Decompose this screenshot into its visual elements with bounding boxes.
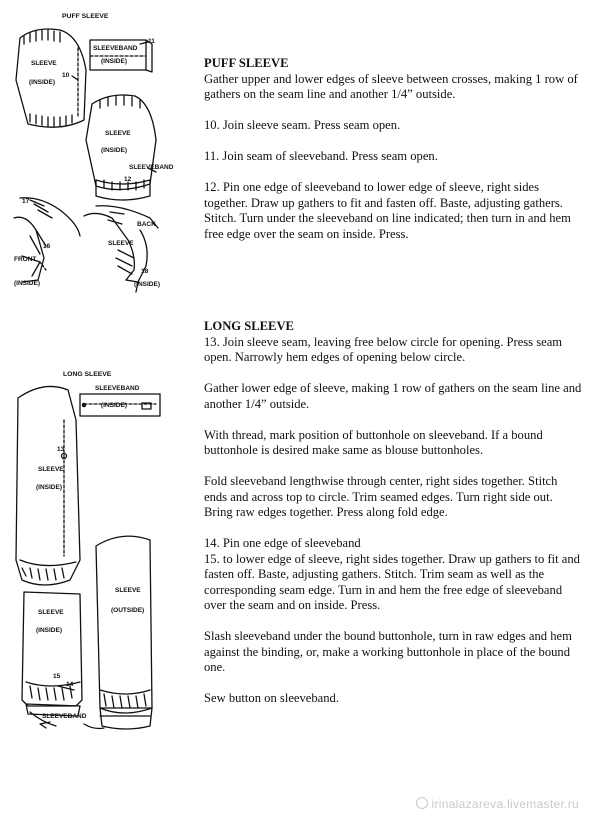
instruction-paragraph: 11. Join seam of sleeveband. Press seam open.	[204, 149, 438, 163]
diagram-label: 15	[53, 673, 61, 680]
puff-sleeve-diagram-4	[84, 206, 158, 292]
diagram-label: 13	[57, 446, 65, 453]
diagram-label: (INSIDE)	[29, 79, 55, 86]
diagram-label: 18	[141, 268, 149, 275]
instruction-paragraph: 10. Join sleeve seam. Press seam open.	[204, 118, 401, 132]
diagram-label: SLEEVE	[31, 60, 57, 67]
diagram-label: (INSIDE)	[14, 280, 40, 287]
instruction-paragraph: Slash sleeveband under the bound buttonhole, turn in raw edges and hem against the binding, or, make a working buttonhole in place of the bound one.	[204, 629, 572, 674]
diagram-label: SLEEVEBAND	[93, 45, 138, 52]
diagram-label: (INSIDE)	[101, 402, 127, 409]
diagram-label: FRONT	[14, 256, 37, 263]
long-sleeve-instructions	[204, 319, 582, 707]
diagram-label: (INSIDE)	[101, 58, 127, 65]
diagram-label: 17	[22, 198, 30, 205]
instruction-paragraph: Fold sleeveband lengthwise through center, right sides together. Stitch ends and across top to circle. Trim seamed edges. Turn right side out. Bring raw edges together. Press along fold edge.	[204, 474, 558, 519]
diagram-label: SLEEVE	[108, 240, 134, 247]
diagram-label: SLEEVEBAND	[42, 713, 87, 720]
instruction-paragraph: Gather lower edge of sleeve, making 1 row of gathers on the seam line and another 1/4” outside.	[204, 381, 582, 411]
diagram-label: (OUTSIDE)	[111, 607, 145, 614]
instruction-paragraph: 14. Pin one edge of sleeveband 15. to lower edge of sleeve, right sides together. Draw up gathers to fit and fasten off. Baste, adjusting gathers. Stitch. Trim seam as well as the corresponding seam edge. Turn in and hem the free edge of sleeveband over the seam and on inside. Press.	[204, 536, 580, 612]
diagram-label: 12	[124, 176, 132, 183]
watermark-text: irinalazareva.livemaster.ru	[431, 797, 579, 811]
diagram-label: SLEEVE	[38, 609, 64, 616]
instruction-paragraph: 12. Pin one edge of sleeveband to lower edge of sleeve, right sides together. Draw up gathers to fit and fasten off. Baste, adjusting gathers. Stitch. Turn under the sleeveband on line indicated; then turn in and hem free edge over the seam on inside. Press.	[204, 180, 571, 241]
diagram-label: SLEEVE	[115, 587, 141, 594]
instruction-paragraph: With thread, mark position of buttonhole on sleeveband. If a bound buttonhole is desired make same as blouse buttonholes.	[204, 427, 543, 457]
diagram-label: (INSIDE)	[36, 484, 62, 491]
diagram-label: 16	[43, 243, 51, 250]
instruction-paragraph: Sew button on sleeveband.	[204, 691, 340, 705]
instruction-paragraph: Gather upper and lower edges of sleeve between crosses, making 1 row of gathers on the seam line and another 1/4” outside.	[204, 71, 578, 101]
diagram-label: (INSIDE)	[36, 627, 62, 634]
puff-sleeve-heading: PUFF SLEEVE	[204, 56, 289, 70]
diagram-label: BACK	[137, 221, 156, 228]
diagram-label: 14	[66, 681, 74, 688]
watermark	[416, 797, 580, 811]
puff-sleeve-instructions	[204, 56, 582, 242]
diagram-label: (INSIDE)	[134, 281, 160, 288]
diagram-label: (INSIDE)	[101, 147, 127, 154]
diagram-label: SLEEVEBAND	[95, 385, 140, 392]
instruction-paragraph: 13. Join sleeve seam, leaving free below circle for opening. Press seam open. Narrowly hem edges of opening below circle.	[204, 334, 563, 364]
sleeve-diagrams	[0, 0, 200, 819]
diagram-label: SLEEVE	[38, 466, 64, 473]
diagram-label: 11	[148, 38, 155, 45]
diagram-label: SLEEVE	[105, 130, 131, 137]
diagram-label: SLEEVEBAND	[129, 164, 174, 171]
illustration-column	[0, 0, 200, 819]
puff-sleeve-diagram-3	[14, 198, 80, 282]
long-sleeve-heading: LONG SLEEVE	[204, 319, 294, 333]
long-diagram-title: LONG SLEEVE	[63, 371, 112, 378]
puff-diagram-title: PUFF SLEEVE	[62, 13, 109, 20]
diagram-label: 10	[62, 72, 70, 79]
long-sleeve-diagram-3	[84, 536, 152, 729]
circle-logo-icon	[416, 797, 428, 809]
